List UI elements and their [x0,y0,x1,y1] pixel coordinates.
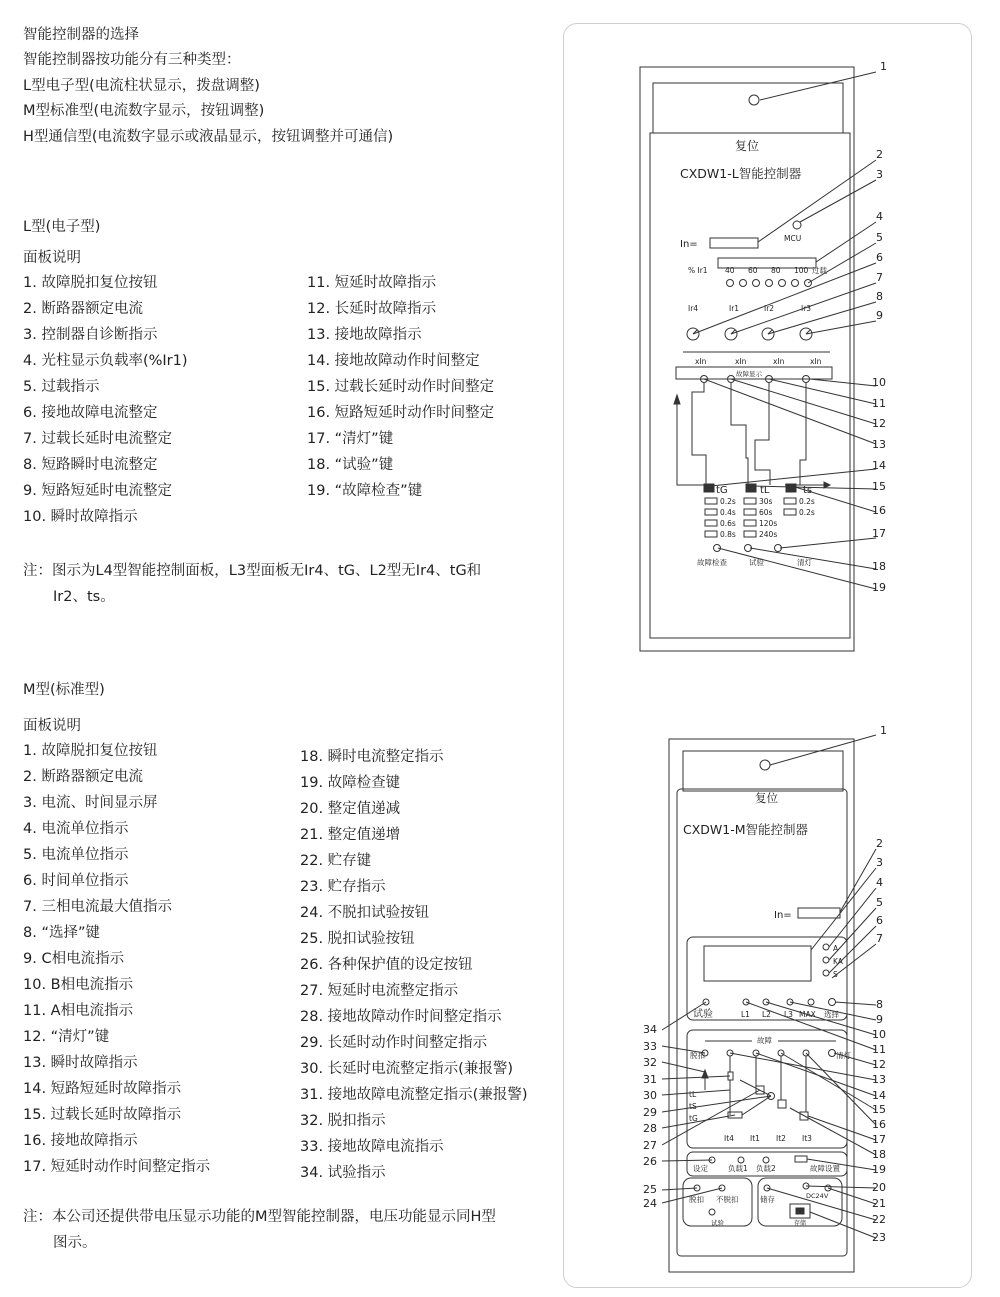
list-item: 3. 控制器自诊断指示 [23,327,158,343]
m-row-label: L2 [762,1010,771,1019]
m-storage-label: 存储 [794,1220,807,1227]
callout: 2 [876,837,883,850]
callout: 18 [872,560,886,573]
m-heading: M型(标准型) [23,682,105,698]
callout: 2 [876,148,883,161]
m-unit-label: KA [833,957,843,966]
l-panel [640,60,887,651]
callout: 22 [872,1213,886,1226]
list-item: 33. 接地故障电流指示 [300,1139,444,1155]
callout: 23 [872,1231,886,1244]
list-item: 8. 短路瞬时电流整定 [23,457,158,473]
callout: 27 [643,1139,657,1152]
list-item: 13. 瞬时故障指示 [23,1055,138,1071]
list-item: 15. 过载长延时动作时间整定 [307,379,495,395]
list-item: 5. 过载指示 [23,379,100,395]
list-item: 12. 长延时故障指示 [307,301,437,317]
m-storage-label: DC24V [806,1192,829,1200]
m-time-label: tS [689,1102,697,1111]
l-dial-label: Ir4 [688,304,699,313]
list-item: 11. A相电流指示 [23,1003,134,1019]
m-load2-button[interactable] [763,1157,769,1163]
list-item: 7. 过载长延时电流整定 [23,431,172,447]
m-row-label: L3 [784,1010,793,1019]
m-row-label: 选择 [824,1010,839,1019]
list-item: 24. 不脱扣试验按钮 [300,905,430,921]
list-item: 22. 贮存键 [300,853,372,869]
callout: 32 [643,1056,657,1069]
list-item: 29. 长延时动作时间整定指示 [300,1035,488,1051]
m-fault-group [687,1030,847,1148]
l-tg-value: 0.2s [720,497,736,506]
l-button-label: 试验 [749,558,764,567]
callout: 16 [872,1118,886,1131]
m-subheading: 面板说明 [23,718,81,734]
callout: 4 [876,876,883,889]
intro-title: 智能控制器的选择 [23,27,139,43]
callout: 8 [876,998,883,1011]
callout: 6 [876,914,883,927]
l-ts-value: 0.2s [799,508,815,517]
callout: 5 [876,231,883,244]
callout: 31 [643,1073,657,1086]
l-model-label: CXDW1-L智能控制器 [680,166,802,181]
l-xin-label: xIn [773,357,785,366]
callout: 30 [643,1089,657,1102]
l-tl-value: 30s [759,497,773,506]
list-item: 12. “清灯”键 [23,1029,110,1045]
list-item: 23. 贮存指示 [300,879,386,895]
l-tg-value: 0.6s [720,519,736,528]
callout: 20 [872,1181,886,1194]
l-bar-tick: 100 [794,266,809,275]
m-test-label: 脱扣 [689,1195,704,1204]
list-item: 25. 脱扣试验按钮 [300,931,415,947]
l-dial-label: Ir2 [764,304,775,313]
m-callouts-right [872,724,887,1244]
list-item: 4. 电流单位指示 [23,821,129,837]
callout: 24 [643,1197,657,1210]
list-item: 9. 短路短延时电流整定 [23,483,172,499]
list-item: 14. 接地故障动作时间整定 [307,353,480,369]
list-item: 21. 整定值递增 [300,827,401,843]
callout: 19 [872,581,886,594]
list-item: 19. 故障检查键 [300,775,401,791]
l-button-label: 故障检查 [697,558,727,567]
callout: 34 [643,1023,657,1036]
intro-line: H型通信型(电流数字显示或液晶显示，按钮调整并可通信) [23,129,394,145]
list-item: 31. 接地故障电流整定指示(兼报警) [300,1087,528,1103]
list-item: 6. 接地故障电流整定 [23,405,158,421]
m-in-label: In= [774,910,792,921]
callout: 19 [872,1163,886,1176]
l-tl-value: 60s [759,508,773,517]
callout: 4 [876,210,883,223]
note-line: 注：图示为L4型智能控制面板，L3型面板无Ir4、tG、L2型无Ir4、tG和 [23,563,482,579]
list-item: 30. 长延时电流整定指示(兼报警) [300,1061,513,1077]
m-callouts-left [643,1023,657,1210]
l-fault-display-label: 故障显示 [736,370,762,378]
m-row-label: L1 [741,1010,750,1019]
note-line: 注：本公司还提供带电压显示功能的M型智能控制器，电压功能显示同H型 [23,1209,496,1225]
callout: 11 [872,397,886,410]
list-item: 10. 瞬时故障指示 [23,509,138,525]
m-time-label: tG [689,1114,698,1123]
list-item: 16. 接地故障指示 [23,1133,138,1149]
l-ts-value: 0.2s [799,497,815,506]
list-item: 14. 短路短延时故障指示 [23,1081,182,1097]
m-fault-set-button[interactable] [795,1156,807,1162]
l-xin-label: xIn [695,357,707,366]
callout: 21 [872,1197,886,1210]
callout: 12 [872,1058,886,1071]
list-item: 1. 故障脱扣复位按钮 [23,275,158,291]
m-current-label: It2 [776,1134,786,1143]
l-switch-tl[interactable] [744,498,756,537]
m-set-label: 故障设置 [810,1164,840,1173]
note-line: 图示。 [53,1235,97,1251]
l-bar-tick: 过载 [812,266,827,275]
l-load-leds [727,280,812,287]
m-current-label: It4 [724,1134,734,1143]
list-item: 18. “试验”键 [307,457,394,473]
m-clear-label: 清灯 [836,1051,851,1060]
list-item: 2. 断路器额定电流 [23,301,143,317]
callout: 28 [643,1122,657,1135]
callout: 18 [872,1148,886,1161]
callout: 10 [872,376,886,389]
l-reset-area [653,83,843,133]
callout: 14 [872,459,886,472]
m-set-label: 设定 [693,1164,708,1173]
callout: 3 [876,168,883,181]
m-unit-led-ka [823,957,829,963]
callout: 7 [876,271,883,284]
callout: 5 [876,896,883,909]
l-in-label: In= [680,239,698,250]
callout: 13 [872,1073,886,1086]
m-set-label: 负载1 [728,1164,748,1173]
callout: 29 [643,1106,657,1119]
intro-line: L型电子型(电流柱状显示，拨盘调整) [23,78,260,94]
l-heading: L型(电子型) [23,219,101,235]
m-time-label: tL [689,1090,697,1099]
m-row-label: 试验 [693,1009,713,1020]
callout: 12 [872,417,886,430]
m-test-indicator [709,1209,715,1215]
list-item: 5. 电流单位指示 [23,847,129,863]
m-storage-label: 储存 [760,1195,775,1204]
list-item: 20. 整定值递减 [300,801,401,817]
l-tl-value: 120s [759,519,778,528]
l-xin-label: xIn [735,357,747,366]
list-item: 32. 脱扣指示 [300,1113,386,1129]
m-set-label: 负载2 [756,1164,776,1173]
list-item: 16. 短路短延时动作时间整定 [307,405,495,421]
m-reset-area [683,751,843,791]
list-item: 26. 各种保护值的设定按钮 [300,957,473,973]
l-time-label: ts [803,485,813,496]
note-line: Ir2、ts。 [53,589,115,605]
l-tg-value: 0.8s [720,530,736,539]
m-unit-led-s [823,970,829,976]
callout: 1 [880,60,887,73]
m-unit-label: S [833,970,838,979]
l-time-label: tG [716,485,728,496]
callout: 15 [872,480,886,493]
m-unit-label: A [833,944,839,953]
l-dial-label: Ir3 [801,304,812,313]
m-row-label: MAX [799,1010,816,1019]
l-reset-label: 复位 [735,139,760,153]
l-switch-ts[interactable] [784,498,796,515]
list-item: 2. 断路器额定电流 [23,769,143,785]
m-max-led [808,999,814,1005]
list-item: 3. 电流、时间显示屏 [23,795,158,811]
m-current-label: It3 [802,1134,812,1143]
l-reset-button[interactable] [749,95,759,105]
callout: 9 [876,1013,883,1026]
l-bar-tick: 80 [771,266,781,275]
l-tg-value: 0.4s [720,508,736,517]
l-dial-label: Ir1 [729,304,740,313]
callout: 1 [880,724,887,737]
list-item: 28. 接地故障动作时间整定指示 [300,1009,502,1025]
l-bar-tick: 60 [748,266,758,275]
l-mcu-led [793,221,801,229]
l-button-label: 清灯 [797,558,812,567]
callout: 17 [872,1133,886,1146]
list-item: 6. 时间单位指示 [23,873,129,889]
callout: 26 [643,1155,657,1168]
l-xin-label: xIn [810,357,822,366]
m-unit-led-a [823,944,829,950]
m-test-label: 试验 [711,1219,724,1227]
list-item: 13. 接地故障指示 [307,327,422,343]
callout: 14 [872,1089,886,1102]
list-item: 18. 瞬时电流整定指示 [300,749,444,765]
l-switch-tg[interactable] [705,498,717,537]
m-rated-current-box [798,908,840,918]
m-model-label: CXDW1-M智能控制器 [683,822,809,837]
m-trip-label: 脱扣 [690,1051,705,1060]
l-tl-value: 240s [759,530,778,539]
l-time-label: tL [760,485,770,496]
list-item: 10. B相电流指示 [23,977,134,993]
m-panel [643,724,887,1272]
callout: 10 [872,1028,886,1041]
callout: 25 [643,1183,657,1196]
m-test-label: 不脱扣 [716,1195,739,1204]
m-fault-label: 故障 [757,1036,772,1045]
m-reset-label: 复位 [755,791,778,805]
list-item: 17. 短延时动作时间整定指示 [23,1159,211,1175]
m-current-label: It1 [750,1134,760,1143]
list-item: 17. “清灯”键 [307,431,394,447]
list-item: 4. 光柱显示负载率(%Ir1) [23,353,188,369]
l-callouts [872,60,887,594]
intro-line: 智能控制器按功能分有三种类型： [23,52,241,68]
list-item: 34. 试验指示 [300,1165,386,1181]
intro-line: M型标准型(电流数字显示，按钮调整) [23,103,265,119]
m-select-button[interactable] [829,999,836,1006]
l-panel-outline [640,67,854,651]
l-bar-label: % Ir1 [688,266,708,275]
m-leaders-left [662,1002,771,1203]
l-mcu-label: MCU [784,234,802,243]
m-display-screen [704,946,811,981]
l-bar-tick: 40 [725,266,735,275]
list-item: 1. 故障脱扣复位按钮 [23,743,158,759]
list-item: 19. “故障检查”键 [307,483,423,499]
list-item: 8. “选择”键 [23,925,100,941]
list-item: 7. 三相电流最大值指示 [23,899,172,915]
callout: 11 [872,1043,886,1056]
list-item: 9. C相电流指示 [23,951,125,967]
callout: 3 [876,856,883,869]
list-item: 11. 短延时故障指示 [307,275,437,291]
m-load1-button[interactable] [738,1157,744,1163]
callout: 33 [643,1040,657,1053]
callout: 13 [872,438,886,451]
callout: 16 [872,504,886,517]
list-item: 27. 短延时电流整定指示 [300,983,459,999]
callout: 15 [872,1103,886,1116]
callout: 7 [876,932,883,945]
m-display-group [687,937,847,1020]
m-reset-button[interactable] [760,760,770,770]
l-rated-current-box [710,238,758,248]
l-subheading: 面板说明 [23,250,81,266]
callout: 8 [876,290,883,303]
list-item: 15. 过载长延时故障指示 [23,1107,182,1123]
callout: 9 [876,309,883,322]
callout: 6 [876,251,883,264]
callout: 17 [872,527,886,540]
